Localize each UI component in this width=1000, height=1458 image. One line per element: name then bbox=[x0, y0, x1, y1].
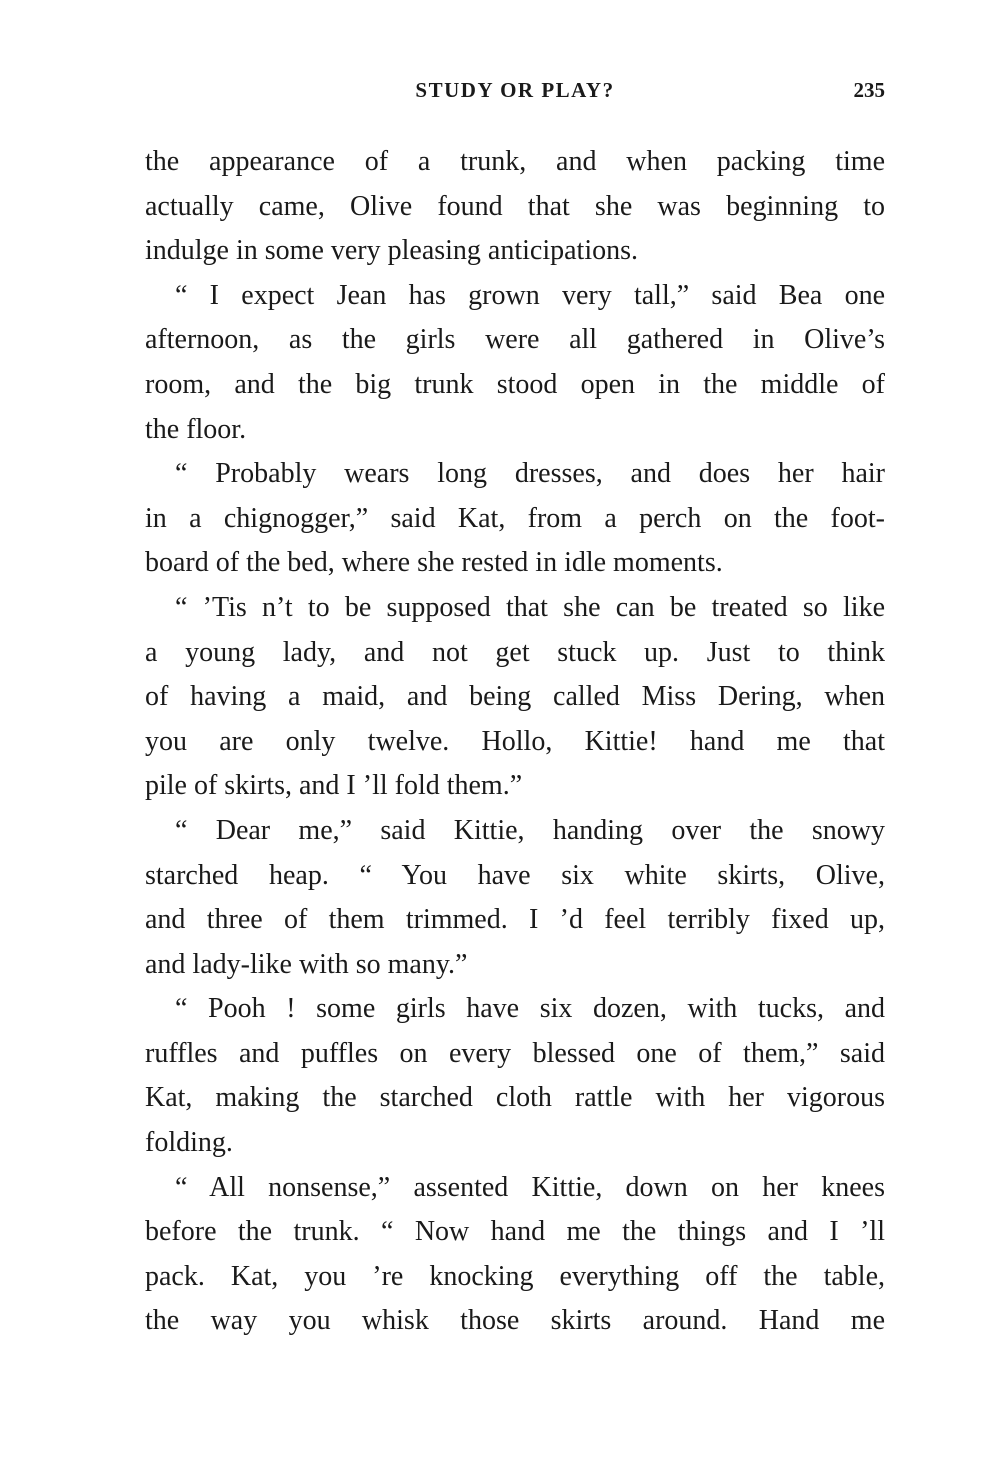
paragraph bbox=[145, 809, 885, 987]
text-line: the floor. bbox=[145, 413, 247, 445]
text-line: indulge in some very pleasing anticipations. bbox=[145, 235, 639, 267]
text-line: and lady-like with so many.” bbox=[145, 948, 468, 980]
text-line: “ Pooh ! some girls have six dozen, with tucks, and bbox=[175, 993, 885, 1025]
text-line: “ Probably wears long dresses, and does her hair bbox=[175, 458, 885, 490]
text-line: you are only twelve. Hollo, Kittie! hand me that bbox=[145, 725, 885, 757]
running-title: STUDY OR PLAY? bbox=[415, 78, 615, 102]
text-line: and three of them trimmed. I ’d feel terribly fixed up, bbox=[145, 904, 885, 936]
text-line: of having a maid, and being called Miss Dering, when bbox=[145, 681, 885, 713]
text-line: a young lady, and not get stuck up. Just to think bbox=[145, 636, 885, 668]
text-line: “ Dear me,” said Kittie, handing over the snowy bbox=[175, 814, 885, 846]
page-number: 235 bbox=[853, 78, 885, 102]
text-line: board of the bed, where she rested in idle moments. bbox=[145, 547, 723, 579]
text-line: afternoon, as the girls were all gathered in Olive’s bbox=[145, 324, 885, 356]
paragraph bbox=[145, 586, 885, 809]
text-line: the appearance of a trunk, and when packing time bbox=[145, 146, 885, 177]
text-line: actually came, Olive found that she was beginning to bbox=[145, 190, 885, 222]
text-line: ruffles and puffles on every blessed one of them,” said bbox=[145, 1037, 885, 1069]
text-line: in a chignogger,” said Kat, from a perch on the foot- bbox=[145, 502, 885, 534]
paragraph bbox=[145, 274, 885, 452]
text-line: “ I expect Jean has grown very tall,” said Bea one bbox=[175, 279, 885, 311]
text-line: room, and the big trunk stood open in the middle of bbox=[145, 368, 885, 400]
page-header bbox=[145, 78, 885, 110]
text-line: Kat, making the starched cloth rattle with her vigorous bbox=[145, 1082, 885, 1114]
body-text bbox=[145, 140, 885, 1344]
text-line: before the trunk. “ Now hand me the things and I ’ll bbox=[145, 1216, 885, 1248]
text-line: “ ’Tis n’t to be supposed that she can be treated so like bbox=[175, 591, 885, 623]
text-line: starched heap. “ You have six white skirts, Olive, bbox=[145, 859, 885, 891]
text-line: folding. bbox=[145, 1127, 233, 1159]
text-line: “ All nonsense,” assented Kittie, down on her knees bbox=[175, 1171, 885, 1203]
text-line: pack. Kat, you ’re knocking everything off the table, bbox=[145, 1260, 885, 1292]
paragraph bbox=[145, 452, 885, 586]
paragraph bbox=[145, 1166, 885, 1344]
text-line: the way you whisk those skirts around. Hand me bbox=[145, 1305, 885, 1337]
paragraph bbox=[145, 140, 885, 274]
text-line: pile of skirts, and I ’ll fold them.” bbox=[145, 770, 523, 802]
paragraph bbox=[145, 987, 885, 1165]
